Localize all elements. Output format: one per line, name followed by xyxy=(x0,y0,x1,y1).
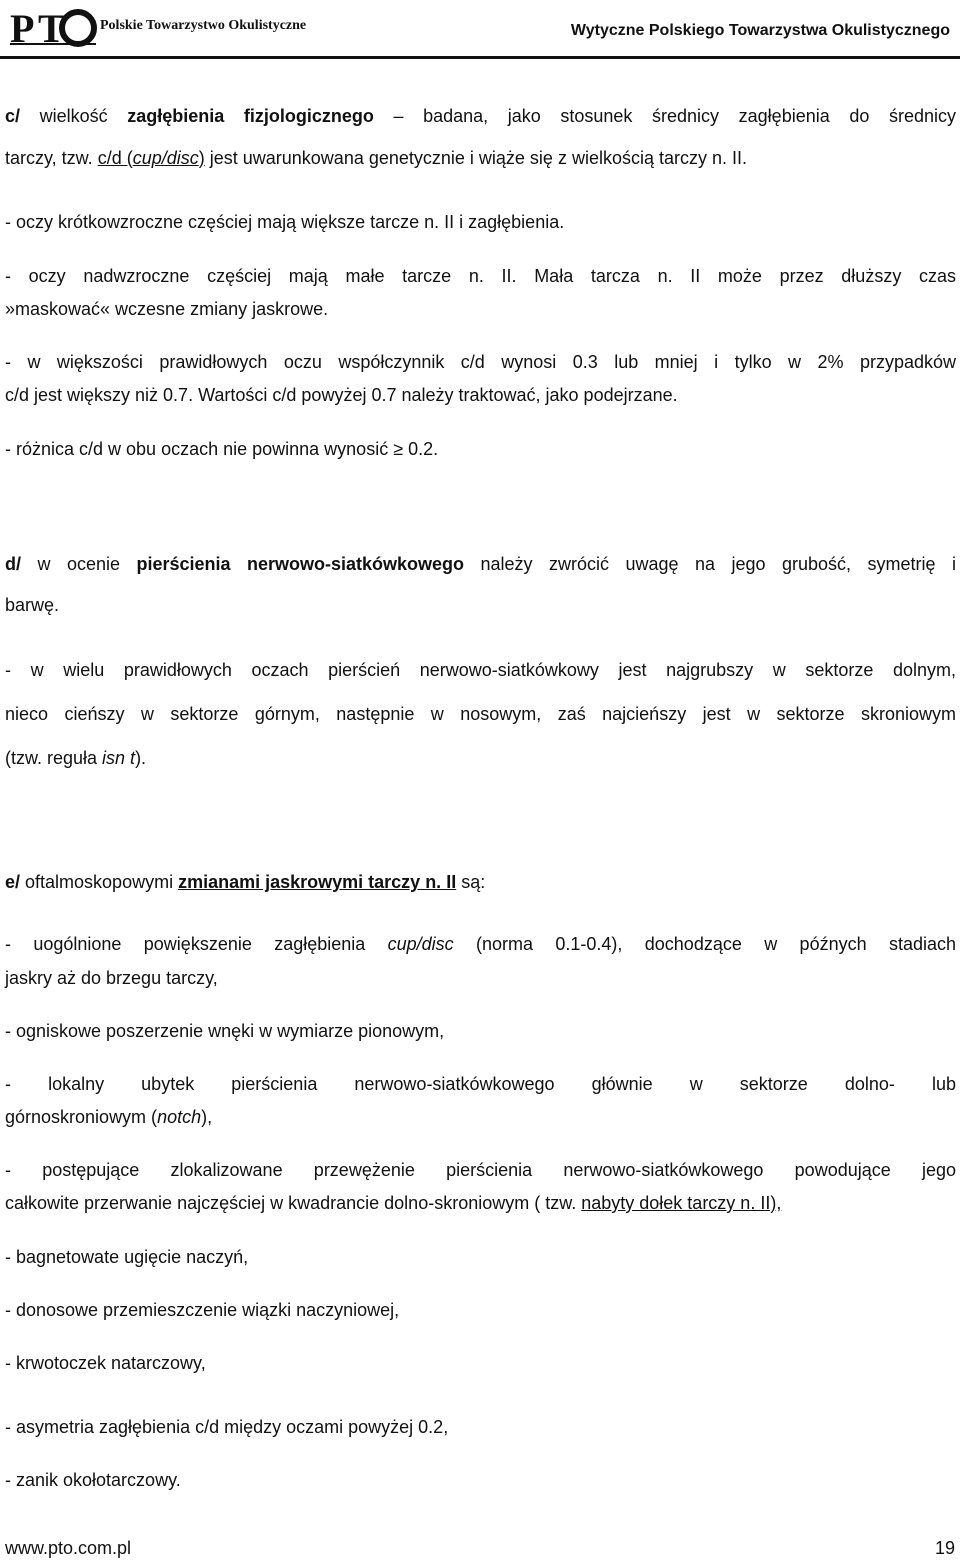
list-item-continuation xyxy=(5,1191,781,1215)
text: (tzw. reguła xyxy=(5,748,103,768)
text: w ocenie xyxy=(21,554,137,574)
paragraph-line: barwę. xyxy=(5,595,60,615)
footer-url[interactable]: www.pto.com.pl xyxy=(5,1538,132,1558)
paragraph-line: - oczy krótkowzroczne częściej mają większe tarcze n. II i zagłębienia. xyxy=(5,212,565,232)
term: notch xyxy=(157,1107,202,1127)
list-item: - bagnetowate ugięcie naczyń, xyxy=(5,1247,249,1267)
section-e-heading xyxy=(5,870,485,894)
guidelines-title: Wytyczne Polskiego Towarzystwa Okulistycznego xyxy=(570,22,950,39)
section-label: d/ xyxy=(5,554,21,574)
term: c/d ( xyxy=(97,148,133,168)
organization-name: Polskie Towarzystwo Okulistyczne xyxy=(100,18,307,33)
text: ), xyxy=(201,1107,213,1127)
page-header xyxy=(0,0,960,62)
text: - uogólnione powiększenie zagłębienia xyxy=(5,934,388,954)
paragraph-line: - różnica c/d w obu oczach nie powinna wynosić ≥ 0.2. xyxy=(5,439,439,459)
list-item: - ogniskowe poszerzenie wnęki w wymiarze pionowym, xyxy=(5,1021,445,1041)
term: nabyty dołek tarczy n. II), xyxy=(581,1193,782,1213)
paragraph-line: nieco cieńszy w sektorze górnym, następnie w nosowym, zaś najcieńszy jest w sektorze skroniowym xyxy=(5,704,956,724)
text: wielkość xyxy=(20,106,128,126)
list-item: - krwotoczek natarczowy, xyxy=(5,1353,206,1373)
keyword: zagłębienia fizjologicznego xyxy=(127,106,374,126)
paragraph-line: c/d jest większy niż 0.7. Wartości c/d powyżej 0.7 należy traktować, jako podejrzane. xyxy=(5,385,678,405)
list-item-continuation: jaskry aż do brzegu tarczy, xyxy=(5,968,218,988)
text: – badana, jako stosunek średnicy zagłębienia do średnicy xyxy=(373,106,956,126)
keyword: pierścienia nerwowo-siatkówkowego xyxy=(136,554,465,574)
list-item: - postępujące zlokalizowane przewężenie pierścienia nerwowo-siatkówkowego powodujące jego xyxy=(5,1160,956,1180)
term: isn t xyxy=(102,748,136,768)
section-label: c/ xyxy=(5,106,21,126)
section-c-heading xyxy=(5,104,956,128)
text: całkowite przerwanie najczęściej w kwadrancie dolno-skroniowym ( tzw. xyxy=(5,1193,582,1213)
paragraph-line: - oczy nadwzroczne częściej mają małe tarcze n. II. Mała tarcza n. II może przez dłuższy czas xyxy=(5,266,956,286)
term: cup/disc xyxy=(387,934,454,954)
list-item: - lokalny ubytek pierścienia nerwowo-siatkówkowego głównie w sektorze dolno- lub xyxy=(5,1074,956,1094)
section-label: e/ xyxy=(5,872,21,892)
paragraph-line: - w większości prawidłowych oczu współczynnik c/d wynosi 0.3 lub mniej i tylko w 2% przypadków xyxy=(5,352,956,372)
list-item: - asymetria zagłębienia c/d między oczami powyżej 0.2, xyxy=(5,1417,449,1437)
svg-text:P: P xyxy=(10,6,35,50)
list-item xyxy=(5,932,956,956)
list-item-continuation xyxy=(5,1105,212,1129)
text: należy zwrócić uwagę na jego grubość, symetrię i xyxy=(464,554,956,574)
page-number: 19 xyxy=(934,1538,955,1558)
text: ). xyxy=(135,748,147,768)
text: górnoskroniowym ( xyxy=(5,1107,158,1127)
text: są: xyxy=(456,872,486,892)
svg-text:T: T xyxy=(38,6,65,50)
paragraph-line: »maskować« wczesne zmiany jaskrowe. xyxy=(5,299,329,319)
paragraph-line xyxy=(5,746,146,770)
term: cup/disc xyxy=(132,148,199,168)
section-d-heading xyxy=(5,552,956,576)
text: (norma 0.1-0.4), dochodzące w późnych stadiach xyxy=(453,934,956,954)
text: tarczy, tzw. xyxy=(5,148,98,168)
keyword: zmianami jaskrowymi tarczy n. II xyxy=(178,872,457,892)
text: jest uwarunkowana genetycznie i wiąże się z wielkością tarczy n. II. xyxy=(204,148,747,168)
list-item: - donosowe przemieszczenie wiązki naczyniowej, xyxy=(5,1300,400,1320)
header-divider xyxy=(0,56,960,59)
paragraph-line: - w wielu prawidłowych oczach pierścień nerwowo-siatkówkowy jest najgrubszy w sektorze dolnym, xyxy=(5,660,956,680)
paragraph-line xyxy=(5,146,747,170)
term: ) xyxy=(198,148,205,168)
text: oftalmoskopowymi xyxy=(20,872,179,892)
list-item: - zanik okołotarczowy. xyxy=(5,1470,181,1490)
pto-logo xyxy=(8,4,98,50)
